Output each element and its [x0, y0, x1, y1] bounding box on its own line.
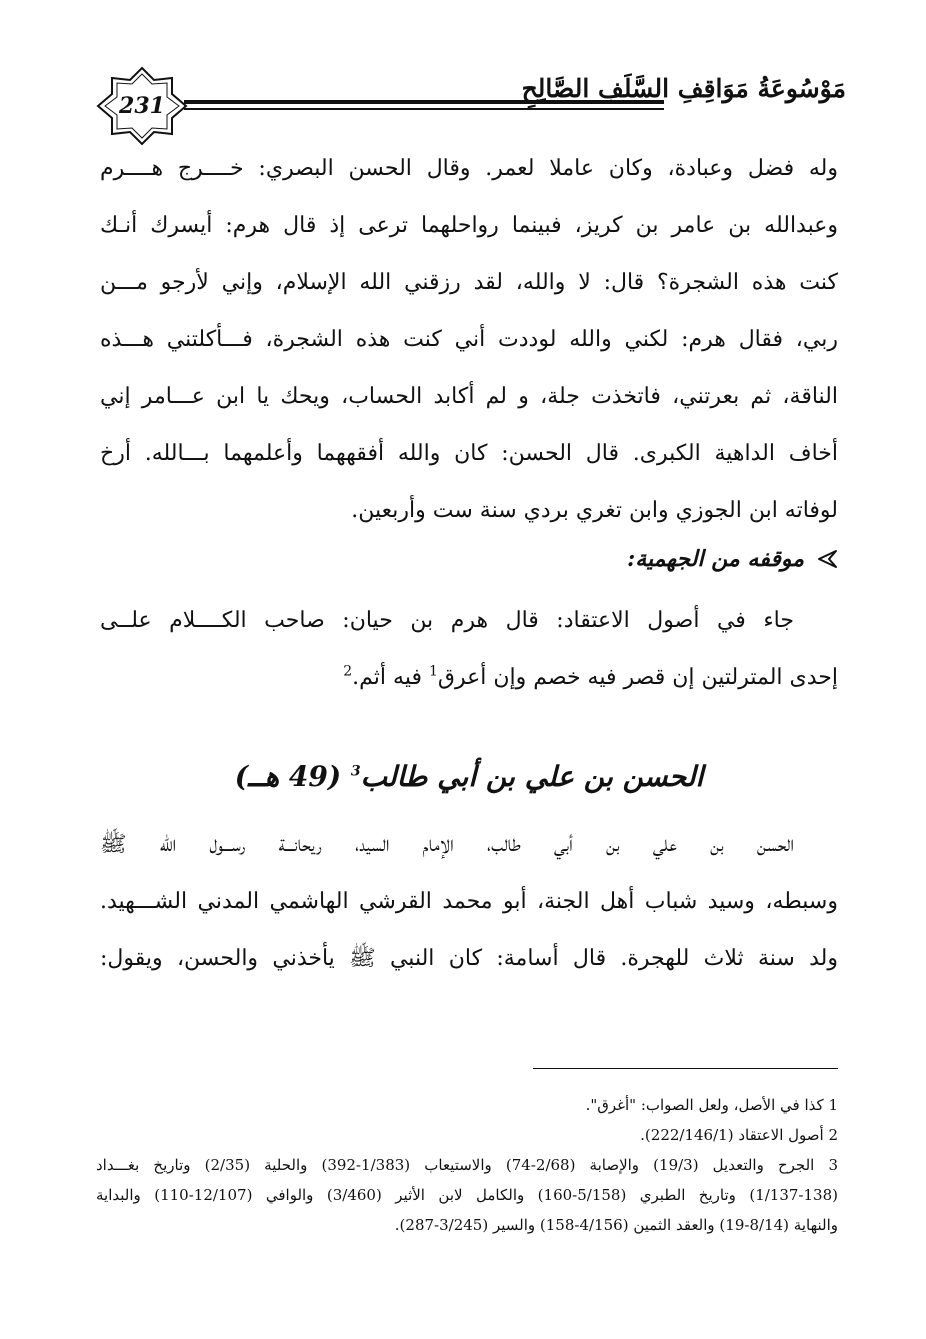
book-title: مَوْسُوعَةُ مَوَاقِفِ السَّلَفِ الصَّالِحِ [521, 74, 846, 103]
page-header [96, 66, 846, 146]
footnote-ref[interactable]: 3 [350, 763, 361, 780]
footnote-ref[interactable]: 2 [343, 663, 353, 680]
text-line: وعبدالله بن عامر بن كريز، فبينما رواحلهما ترعى إذ قال هرم: أيسرك أنـك [100, 213, 838, 238]
text-line: ولد سنة ثلاث للهجرة. قال أسامة: كان النبي ﷺ يأخذني والحسن، ويقول: [100, 946, 838, 971]
text-line [100, 649, 838, 706]
text-line: أخاف الداهية الكبرى. قال الحسن: كان والله أفقههما وأعلمهما بـــالله. أرخ [100, 441, 838, 466]
text-line: وسبطه، وسيد شباب أهل الجنة، أبو محمد القرشي الهاشمي المدني الشـــهيد. [100, 889, 838, 914]
footnotes [96, 1090, 838, 1240]
text-segment: فيه أثم. [352, 665, 429, 690]
text-line: الناقة، ثم بعرتني، فاتخذت جلة، و لم أكابد الحساب، ويحك يا ابن عـــامر إني [100, 384, 838, 409]
text-line: جاء في أصول الاعتقاد: قال هرم بن حيان: صاحب الكــــلام علــى [100, 608, 794, 633]
footnote-separator [533, 1068, 838, 1069]
header-rule-thin [184, 108, 664, 110]
biography-heading [100, 760, 838, 793]
footnote-2: 2 أصول الاعتقاد (222/146/1). [640, 1126, 838, 1144]
footnote-3-cont: (1/137-138) وتاريخ الطبري (5/158-160) والكامل لابن الأثير (3/460) والوافي (12/107-110) والبداية [96, 1186, 838, 1204]
paragraph-harim-biography [100, 140, 838, 539]
page-number: 231 [119, 93, 165, 119]
text-line: الحسن بن علي بن أبي طالب، الإمام السيد، ريحانـــة رســـول الله ﷺ [100, 832, 794, 857]
footnote-ref[interactable]: 1 [428, 663, 438, 680]
text-segment: إحدى المترلتين إن قصر فيه خصم وإن أعرق [437, 665, 838, 690]
text-line: وله فضل وعبادة، وكان عاملا لعمر. وقال الحسن البصري: خــــرج هــــرم [100, 156, 838, 181]
text-line: لوفاته ابن الجوزي وابن تغري بردي سنة ست وأربعين. [351, 498, 838, 523]
text-line: كنت هذه الشجرة؟ قال: لا والله، لقد رزقني الله الإسلام، وإني لأرجو مـــن [100, 270, 838, 295]
footnote-3: 3 الجرح والتعديل (19/3) والإصابة (2/68-74) والاستيعاب (1/383-392) والحلية (2/35) وتاريخ بغـــداد [96, 1156, 838, 1174]
footnote-3-cont: والنهاية (8/14-19) والعقد الثمين (4/156-158) والسير (3/245-287). [394, 1216, 838, 1234]
footnote-1: 1 كذا في الأصل، ولعل الصواب: "أغرق". [585, 1096, 838, 1114]
subheading-text: موقفه من الجهمية: [627, 546, 804, 572]
paragraph-jahmiyya [100, 592, 838, 706]
heading-years: (49 هــ) [234, 760, 351, 793]
heading-name: الحسن بن علي بن أبي طالب [360, 760, 704, 793]
text-line: ربي، فقال هرم: لكني والله لوددت أني كنت هذه الشجرة، فـــأكلتني هـــذه [100, 327, 838, 352]
subheading-jahmiyya [627, 546, 838, 572]
arrowhead-bullet-icon [816, 548, 838, 570]
paragraph-hasan-biography [100, 816, 838, 987]
